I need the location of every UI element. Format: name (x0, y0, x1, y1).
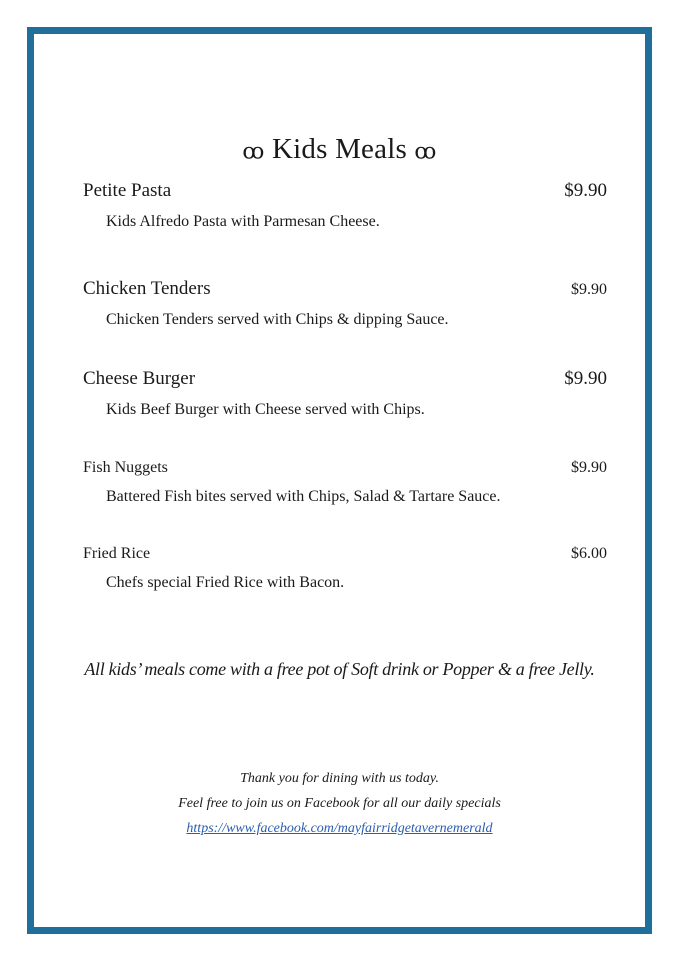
menu-title-text: Kids Meals (272, 133, 407, 165)
menu-item-description: Kids Alfredo Pasta with Parmesan Cheese. (106, 213, 380, 230)
thank-you-text: Thank you for dining with us today. (240, 771, 439, 786)
menu-item-name: Fish Nuggets (83, 459, 168, 476)
menu-item-name: Cheese Burger (83, 368, 196, 389)
free-drink-note: All kids’ meals come with a free pot of Soft drink or Popper & a free Jelly. (84, 659, 595, 679)
menu-item-description: Battered Fish bites served with Chips, Salad & Tartare Sauce. (106, 488, 501, 505)
menu-item-description: Chicken Tenders served with Chips & dipping Sauce. (106, 311, 449, 328)
menu-item-description: Kids Beef Burger with Cheese served with Chips. (106, 401, 425, 418)
ornament-right-icon: ꝏ (414, 138, 437, 164)
facebook-link[interactable]: https://www.facebook.com/mayfairridgetavernemerald (186, 821, 493, 836)
menu-item-name: Petite Pasta (83, 180, 172, 201)
menu-item-price: $6.00 (571, 545, 607, 562)
menu-title (0, 133, 679, 166)
facebook-invite-text: Feel free to join us on Facebook for all our daily specials (178, 796, 501, 811)
menu-item-name: Chicken Tenders (83, 278, 211, 299)
menu-item-price: $9.90 (571, 281, 607, 298)
menu-item-name: Fried Rice (83, 545, 151, 562)
menu-item-price: $9.90 (564, 180, 607, 201)
menu-item-description: Chefs special Fried Rice with Bacon. (106, 574, 345, 591)
menu-item-price: $9.90 (571, 459, 607, 476)
menu-item-price: $9.90 (564, 368, 607, 389)
ornament-left-icon: ꝏ (242, 138, 265, 164)
